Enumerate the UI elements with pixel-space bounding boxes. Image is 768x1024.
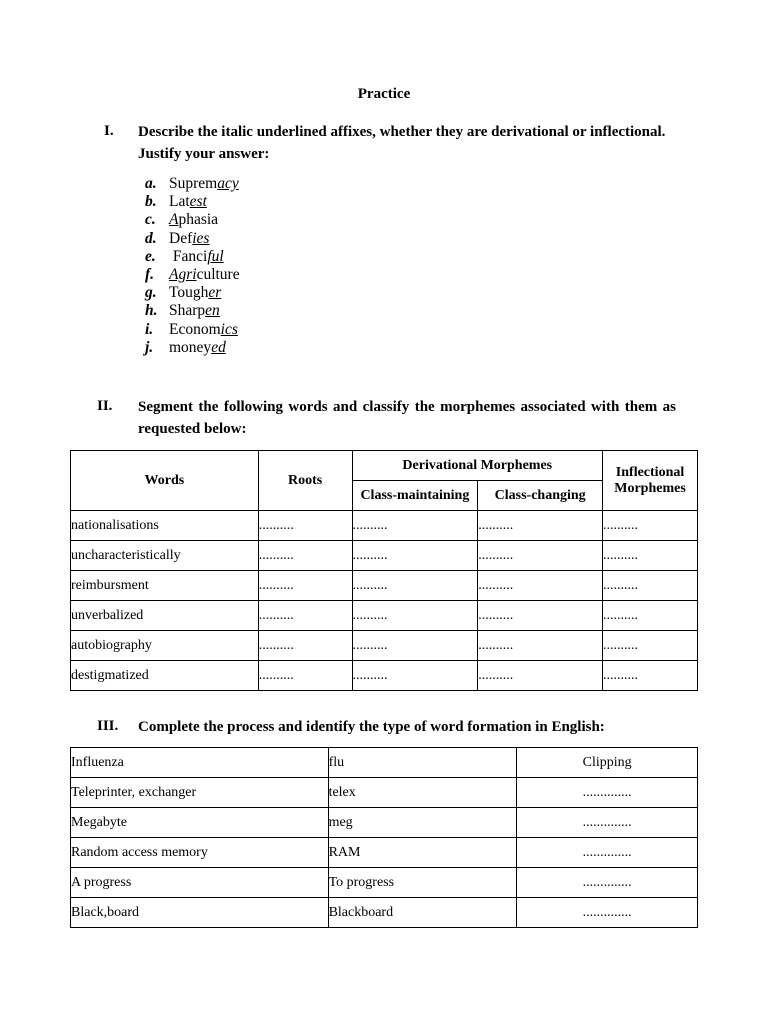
header-class-changing: Class-changing <box>478 481 603 511</box>
table-row <box>71 748 698 778</box>
item-letter: a. <box>145 175 157 192</box>
header-class-maintaining: Class-maintaining <box>352 481 478 511</box>
item-letter: g. <box>145 284 157 302</box>
underlined-affix: er <box>208 284 222 302</box>
list-item <box>145 284 240 302</box>
result-cell: Blackboard <box>328 898 517 928</box>
answer-blank[interactable]: .......... <box>478 511 603 541</box>
word-stem: Sharp <box>169 302 206 320</box>
underlined-affix: A <box>169 211 179 229</box>
section-2-number: II. <box>97 398 113 414</box>
word-formation-table <box>70 747 698 928</box>
underlined-affix: ies <box>192 229 210 247</box>
list-item <box>145 175 240 193</box>
word-stem: culture <box>196 265 240 283</box>
table-row <box>71 571 698 601</box>
item-letter: i. <box>145 320 154 338</box>
header-words: Words <box>71 451 259 511</box>
answer-blank[interactable]: .......... <box>603 571 698 601</box>
answer-blank[interactable]: .......... <box>478 661 603 691</box>
list-item <box>145 339 240 357</box>
underlined-affix: ful <box>207 247 224 265</box>
word-stem: Def <box>169 229 193 247</box>
item-letter: e. <box>145 247 156 265</box>
answer-blank[interactable]: .......... <box>352 541 478 571</box>
list-item <box>145 266 240 284</box>
answer-blank[interactable]: .......... <box>478 541 603 571</box>
source-cell: Random access memory <box>71 838 329 868</box>
underlined-affix: Agri <box>169 265 197 283</box>
list-item <box>145 193 240 211</box>
answer-blank[interactable]: .......... <box>603 541 698 571</box>
item-letter: d. <box>145 229 157 247</box>
answer-blank[interactable]: .......... <box>603 631 698 661</box>
word-cell: destigmatized <box>71 661 259 691</box>
answer-blank[interactable]: .......... <box>352 601 478 631</box>
word-stem: money <box>169 338 212 356</box>
section-3-number: III. <box>97 718 119 734</box>
morpheme-table <box>70 450 698 691</box>
result-cell: flu <box>328 748 517 778</box>
table-row <box>71 631 698 661</box>
table-row <box>71 778 698 808</box>
answer-blank[interactable]: .......... <box>258 661 352 691</box>
list-item <box>145 302 240 320</box>
underlined-affix: est <box>189 193 207 211</box>
table-row <box>71 898 698 928</box>
source-cell: Teleprinter, exchanger <box>71 778 329 808</box>
source-cell: Black,board <box>71 898 329 928</box>
source-cell: Megabyte <box>71 808 329 838</box>
underlined-affix: ed <box>211 338 226 356</box>
list-item <box>145 321 240 339</box>
answer-blank[interactable]: .......... <box>352 571 478 601</box>
underlined-affix: acy <box>217 175 239 192</box>
word-stem: Lat <box>169 193 190 211</box>
process-cell[interactable]: .............. <box>517 868 698 898</box>
item-letter: f. <box>145 265 155 283</box>
table-row <box>71 868 698 898</box>
header-roots: Roots <box>258 451 352 511</box>
underlined-affix: en <box>205 302 220 320</box>
answer-blank[interactable]: .......... <box>258 571 352 601</box>
underlined-affix: ics <box>220 320 238 338</box>
answer-blank[interactable]: .......... <box>603 661 698 691</box>
process-cell: Clipping <box>517 748 698 778</box>
list-item <box>145 211 240 229</box>
word-stem: Fanci <box>169 247 208 265</box>
word-stem: Econom <box>169 320 221 338</box>
result-cell: RAM <box>328 838 517 868</box>
table-row <box>71 601 698 631</box>
process-cell[interactable]: .............. <box>517 778 698 808</box>
section-1-number: I. <box>104 123 114 139</box>
page-title: Practice <box>357 86 411 102</box>
answer-blank[interactable]: .......... <box>352 631 478 661</box>
answer-blank[interactable]: .......... <box>352 661 478 691</box>
item-letter: b. <box>145 193 157 211</box>
answer-blank[interactable]: .......... <box>478 571 603 601</box>
answer-blank[interactable]: .......... <box>478 601 603 631</box>
result-cell: To progress <box>328 868 517 898</box>
answer-blank[interactable]: .......... <box>478 631 603 661</box>
table-row <box>71 511 698 541</box>
answer-blank[interactable]: .......... <box>258 631 352 661</box>
list-item <box>145 230 240 248</box>
answer-blank[interactable]: .......... <box>603 511 698 541</box>
word-cell: reimbursment <box>71 571 259 601</box>
word-stem: phasia <box>178 211 219 229</box>
list-item <box>145 248 240 266</box>
item-letter: h. <box>145 302 158 320</box>
item-letter: j. <box>145 338 154 356</box>
answer-blank[interactable]: .......... <box>258 511 352 541</box>
word-cell: unverbalized <box>71 601 259 631</box>
result-cell: meg <box>328 808 517 838</box>
answer-blank[interactable]: .......... <box>603 601 698 631</box>
table-row <box>71 661 698 691</box>
section-1-instruction: Describe the italic underlined affixes, whether they are derivational or inflectional. Justify your answer: <box>138 124 666 162</box>
answer-blank[interactable]: .......... <box>258 541 352 571</box>
word-stem: Tough <box>169 284 209 302</box>
source-cell: Influenza <box>71 748 329 778</box>
section-2-instruction: Segment the following words and classify the morphemes associated with them as requested below: <box>138 399 676 437</box>
affix-list <box>145 175 240 357</box>
table-row <box>71 838 698 868</box>
process-cell[interactable]: .............. <box>517 838 698 868</box>
result-cell: telex <box>328 778 517 808</box>
answer-blank[interactable]: .......... <box>258 601 352 631</box>
word-cell: nationalisations <box>71 511 259 541</box>
table-row <box>71 541 698 571</box>
section-3-instruction: Complete the process and identify the type of word formation in English: <box>138 719 605 735</box>
table-row <box>71 808 698 838</box>
source-cell: A progress <box>71 868 329 898</box>
header-inflectional: Inflectional Morphemes <box>603 451 698 511</box>
answer-blank[interactable]: .......... <box>352 511 478 541</box>
process-cell[interactable]: .............. <box>517 898 698 928</box>
item-letter: c. <box>145 211 156 229</box>
header-derivational: Derivational Morphemes <box>352 451 603 481</box>
word-cell: uncharacteristically <box>71 541 259 571</box>
word-cell: autobiography <box>71 631 259 661</box>
word-stem: Suprem <box>169 175 218 192</box>
process-cell[interactable]: .............. <box>517 808 698 838</box>
